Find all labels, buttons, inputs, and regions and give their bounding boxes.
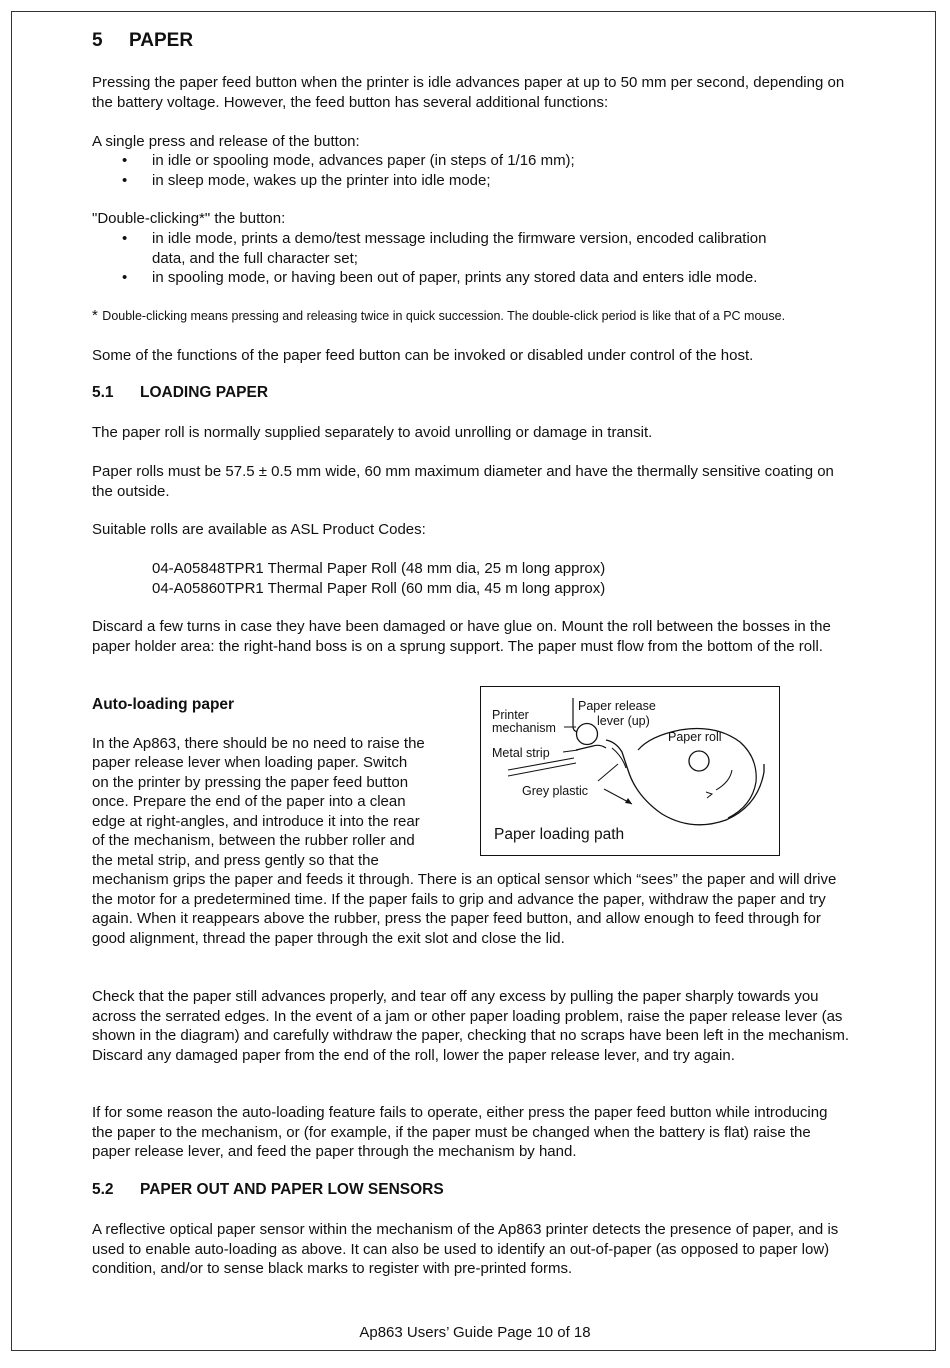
label-grey-plastic: Grey plastic (522, 784, 588, 798)
bullet-icon: • (122, 172, 128, 189)
footnote (92, 306, 785, 326)
autoload-paragraph-continued: mechanism grips the paper and feeds it through. There is an optical sensor which “sees” the paper and will drive the motor for a predetermined time. If the paper fails to grip and advance the paper, withdraw the paper and try again. When it reappears above the rubber, press the paper feed button, and allow enough to feed through for good alignment, thread the paper through the exit slot and close the lid. (92, 871, 837, 947)
autoload-line: paper release lever when loading paper. Switch (92, 754, 408, 771)
functions-paragraph: Some of the functions of the paper feed button can be invoked or disabled under control of the host. (92, 347, 754, 364)
label-printer: Printer (492, 708, 529, 722)
bullet-icon: • (122, 269, 128, 286)
single-press-lead: A single press and release of the button: (92, 133, 360, 150)
label-mechanism: mechanism (492, 721, 556, 735)
paragraph: Paper rolls must be 57.5 ± 0.5 mm wide, 60 mm maximum diameter and have the thermally sensitive coating on the outside. (92, 463, 834, 500)
intro-paragraph: Pressing the paper feed button when the printer is idle advances paper at up to 50 mm per second, depending on the battery voltage. However, the feed button has several additional functions: (92, 74, 845, 111)
autoload-line: edge at right-angles, and introduce it into the rear (92, 813, 420, 830)
double-click-bullet: in spooling mode, or having been out of paper, prints any stored data and enters idle mode. (152, 269, 758, 286)
label-metal-strip: Metal strip (492, 746, 550, 760)
subsection-number: 5.1 (92, 384, 114, 401)
section-number: 5 (92, 30, 103, 51)
label-paper-release: Paper release (578, 699, 656, 713)
bullet-icon: • (122, 230, 128, 247)
autoload-line: once. Prepare the end of the paper into a clean (92, 793, 406, 810)
double-click-bullet: in idle mode, prints a demo/test message including the firmware version, encoded calibration data, and the full character set; (152, 230, 767, 267)
section-title: PAPER (129, 30, 194, 51)
subsection-number: 5.2 (92, 1181, 114, 1198)
footnote-mark: * (92, 307, 98, 324)
bullet-icon: • (122, 152, 128, 169)
paragraph: Suitable rolls are available as ASL Product Codes: (92, 521, 426, 538)
paragraph: A reflective optical paper sensor within the mechanism of the Ap863 printer detects the presence of paper, and is used to enable auto-loading as above. It can also be used to identify an out-of-paper (as opposed to paper low) condition, and/or to sense black marks to register with pre-printed forms. (92, 1221, 839, 1277)
product-code: 04-A05860TPR1 Thermal Paper Roll (60 mm dia, 45 m long approx) (152, 580, 606, 597)
label-lever-up: lever (up) (597, 714, 650, 728)
diagram-caption: Paper loading path (494, 826, 625, 843)
subsection-title: LOADING PAPER (140, 384, 269, 401)
paragraph: If for some reason the auto-loading feature fails to operate, either press the paper feed button while introducing the paper to the mechanism, or (for example, if the paper must be changed when the battery is flat) raise the paper release lever, and feed the paper through the mechanism by hand. (92, 1104, 828, 1160)
paragraph: Discard a few turns in case they have been damaged or have glue on. Mount the roll between the bosses in the paper holder area: the right-hand boss is on a sprung support. The paper must flow from the bottom of the roll. (92, 618, 831, 655)
single-press-bullet: in idle or spooling mode, advances paper (in steps of 1/16 mm); (152, 152, 575, 169)
rubber-roller (577, 724, 598, 745)
label-paper-roll: Paper roll (668, 730, 722, 744)
subsection-heading (92, 383, 268, 403)
footnote-text: Double-clicking means pressing and releasing twice in quick succession. The double-click period is like that of a PC mouse. (102, 309, 786, 323)
single-press-bullet: in sleep mode, wakes up the printer into idle mode; (152, 172, 491, 189)
subsection-heading (92, 1180, 444, 1200)
subsection-title: PAPER OUT AND PAPER LOW SENSORS (140, 1181, 444, 1198)
section-heading (92, 29, 193, 53)
autoload-line: on the printer by pressing the paper feed button (92, 774, 409, 791)
roll-core (689, 751, 709, 771)
paragraph: The paper roll is normally supplied separately to avoid unrolling or damage in transit. (92, 424, 653, 441)
autoload-line: the metal strip, and press gently so that the (92, 852, 379, 869)
paragraph: Check that the paper still advances properly, and tear off any excess by pulling the paper sharply towards you across the serrated edges. In the event of a jam or other paper loading problem, raise the paper release lever (as shown in the diagram) and carefully withdraw the paper, checking that no scraps have been left in the mechanism. Discard any damaged paper from the end of the roll, lower the paper release lever, and try again. (92, 988, 850, 1064)
autoload-line: of the mechanism, between the rubber roller and (92, 832, 415, 849)
product-code: 04-A05848TPR1 Thermal Paper Roll (48 mm dia, 25 m long approx) (152, 560, 606, 577)
autoload-heading: Auto-loading paper (92, 696, 235, 713)
double-click-lead: "Double-clicking*" the button: (92, 210, 286, 227)
page-footer: Ap863 Users’ Guide Page 10 of 18 (359, 1324, 591, 1341)
autoload-line: In the Ap863, there should be no need to raise the (92, 735, 425, 752)
paper-loading-diagram (480, 686, 781, 857)
